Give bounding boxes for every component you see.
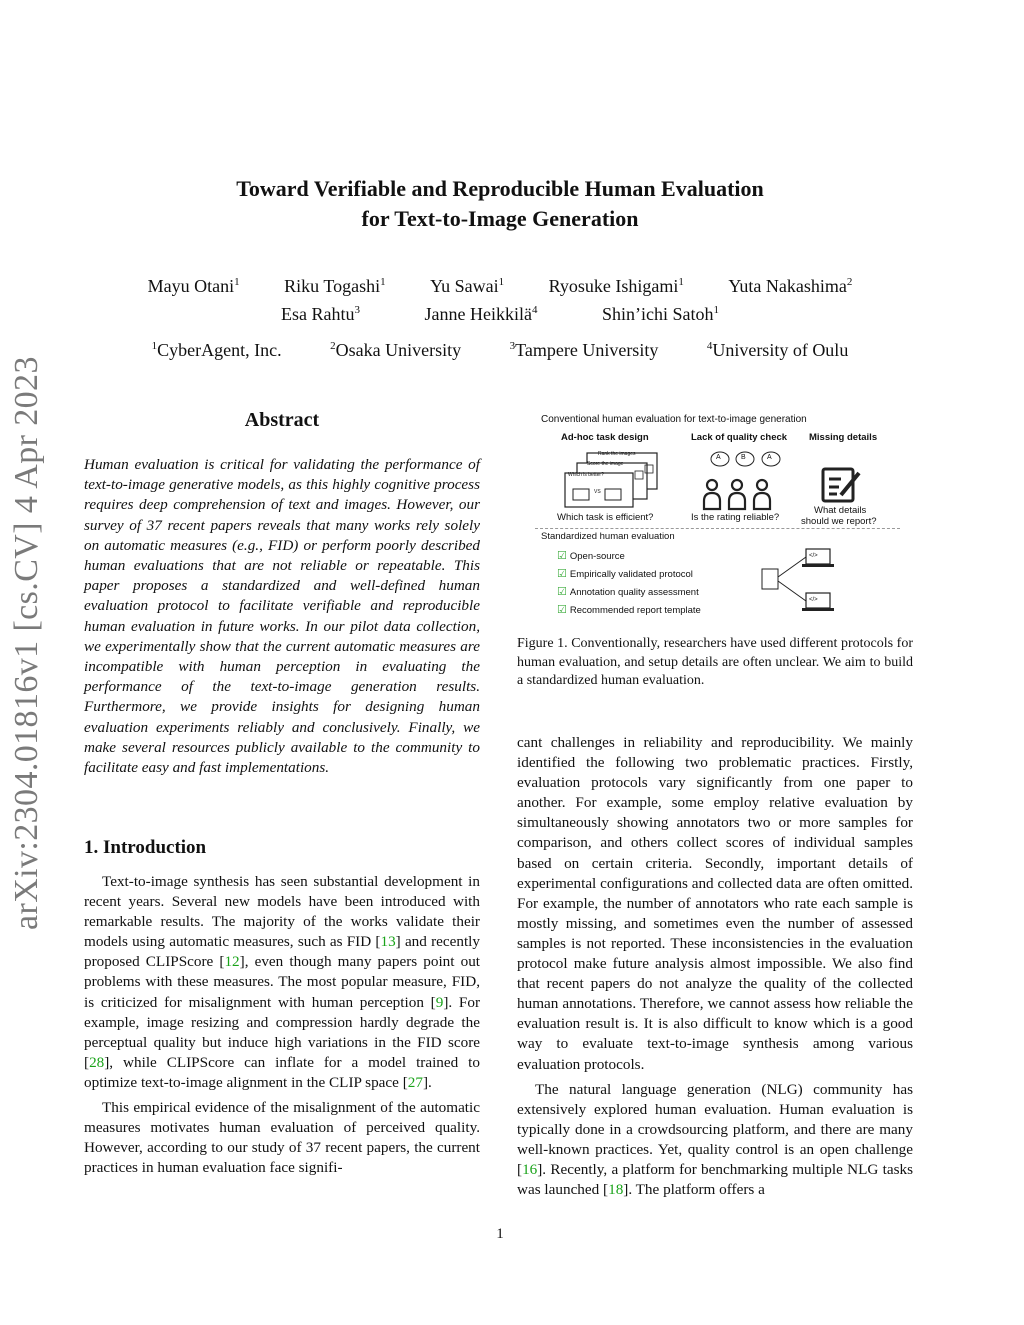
affiliation: $^4$University of Oulu [706,340,849,360]
figure-col3-title: Missing details [809,432,878,443]
affiliation: $^1$CyberAgent, Inc. [151,340,282,360]
abstract-heading: Abstract [244,409,320,431]
author: Riku Togashi$^1$ [284,276,386,296]
figure-heading: Conventional human evaluation for text-to-image generation [541,414,807,425]
affiliation-list [0,340,1000,361]
author: Yuta Nakashima$^2$ [728,276,853,296]
author-list [0,270,1000,326]
std-item: ☑ Open-source [557,550,625,562]
std-item: ☑ Annotation quality assessment [557,586,699,598]
right-paragraph-2: The natural language generation (NLG) community has extensively explored human evaluation. Human evaluation is typically done in a crowdsourcing platform, and there are many well-known practices. Yet, quality control is an open challenge [16]. Recently, a platform for benchmarking multiple NLG tasks was launched [18]. The platform offers a [517,1080,913,1199]
arxiv-stamp: arXiv:2304.01816v1 [cs.CV] 4 Apr 2023 [8,356,45,930]
standardized-heading: Standardized human evaluation [541,531,675,542]
card-front-label: Which is better? [568,472,604,478]
author-row-2 [0,298,1000,326]
distribution-diagram-icon [750,545,860,617]
annotators-icon [704,480,770,509]
author: Mayu Otani$^1$ [147,276,240,296]
intro-paragraph-2: This empirical evidence of the misalignment of the automatic measures motivates human evaluation of perceived quality. However, according to our study of 37 recent papers, the current practices in human evaluation face signifi- [84,1099,480,1177]
figure-col1-title: Ad-hoc task design [561,432,649,443]
bubble-label: A [767,454,772,461]
citation-link[interactable]: 9 [435,993,444,1011]
citation-link[interactable]: 12 [224,953,240,971]
author: Yu Sawai$^1$ [430,276,505,296]
figure-1 [535,409,900,624]
std-item: ☑ Recommended report template [557,604,701,616]
author: Ryosuke Ishigami$^1$ [548,276,684,296]
author: Janne Heikkilä$^4$ [424,304,538,324]
figure-caption: Figure 1. Conventionally, researchers have used different protocols for human evaluation, and setup details are often unclear. We aim to build a standardized human evaluation. [517,636,913,688]
citation-link[interactable]: 28 [89,1053,105,1071]
author: Esa Rahtu$^3$ [281,304,361,324]
abstract-text: Human evaluation is critical for validating the performance of text-to-image generative models, as this highly cognitive process requires deep comprehension of text and images. However, our survey of 37 recent papers reveals that many works rely solely on automatic measures (e.g., FID) or perform poorly described human evaluations that are not reliable or repeatable. This paper proposes a standardized and well-defined human evaluation protocol to facilitate verifiable and reproducible human evaluation in future works. In our pilot data collection, we experimentally show that the current automatic measures are incompatible with human perception in evaluating the performance of the text-to-image generation results. Furthermore, we provide insights for designing human evaluation experiments reliably and conclusively. Finally, we make several resources publicly available to the community to facilitate easy and fast implementations. [84,456,480,777]
card-mid-label: Score the image [587,461,624,467]
document-edit-icon [823,469,859,501]
title-line-1: Toward Verifiable and Reproducible Human Evaluation [236,176,764,201]
figure-divider [535,528,900,529]
checkbox-check-icon: ☑ [557,604,567,616]
laptop-code-label: </> [809,553,818,559]
right-paragraph-1: cant challenges in reliability and reproducibility. We mainly identified the following two problematic practices. Firstly, evaluation protocols vary significantly from one paper to another. For example, some employ relative evaluation by simultaneously showing annotators two or more samples for comparison, and others collect scores of individual samples based on certain criteria. Secondly, important details of experimental configurations and collected data are often omitted. For example, the number of annotators who rate each sample is mostly missing, and sometimes even the number of assessed samples is not reported. These inconsistencies in the evaluation protocol make future analysis almost impossible. We also find that recent papers do not analyze the quality of the collected human annotations. Therefore, we cannot assess how reliable the evaluation result is. It is also difficult to know which is a good way to evaluate text-to-image synthesis among various evaluation protocols. [517,734,913,1073]
right-column-body [517,733,913,1200]
citation-link[interactable]: 27 [407,1073,423,1091]
citation-link[interactable]: 13 [380,933,396,951]
bubble-label: B [741,454,746,461]
intro-paragraph-1: Text-to-image synthesis has seen substantial development in recent years. Several new models have been introduced with remarkable results. The majority of the works validate their models using automatic measures, such as FID [13] and recently proposed CLIPScore [12], even though many papers point out problems with these measures. The most popular measure, FID, is criticized for misalignment with human perception [9]. For example, image resizing and compression hardly degrade the perceptual quality but induce high variations in the FID score [28], while CLIPScore can inflate for a model trained to optimize text-to-image alignment in the CLIP space [27]. [84,873,481,1091]
citation-link[interactable]: 18 [608,1181,624,1199]
figure-col3-question-2: should we report? [801,516,877,527]
figure-col1-question: Which task is efficient? [557,512,654,523]
checkbox-check-icon: ☑ [557,550,567,562]
card-back-label: Rank the images [598,451,636,457]
affiliation: $^3$Tampere University [509,340,659,360]
checkbox-check-icon: ☑ [557,568,567,580]
affiliation: $^2$Osaka University [330,340,462,360]
std-item: ☑ Empirically validated protocol [557,568,693,580]
paper-title [0,174,1000,234]
checkbox-check-icon: ☑ [557,586,567,598]
figure-col2-question: Is the rating reliable? [691,512,780,523]
figure-col3-question-1: What details [814,505,867,516]
citation-link[interactable]: 16 [522,1160,538,1178]
vs-label: VS [594,489,601,495]
section-heading: 1. Introduction [84,837,207,858]
bubble-label: A [716,454,721,461]
title-line-2: for Text-to-Image Generation [361,206,639,231]
author: Shin’ichi Satoh$^1$ [601,304,719,324]
page-number: 1 [496,1226,504,1242]
intro-body [84,872,480,1178]
author-row-1 [0,270,1000,298]
figure-col2-title: Lack of quality check [691,432,788,443]
laptop-code-label: </> [809,597,818,603]
